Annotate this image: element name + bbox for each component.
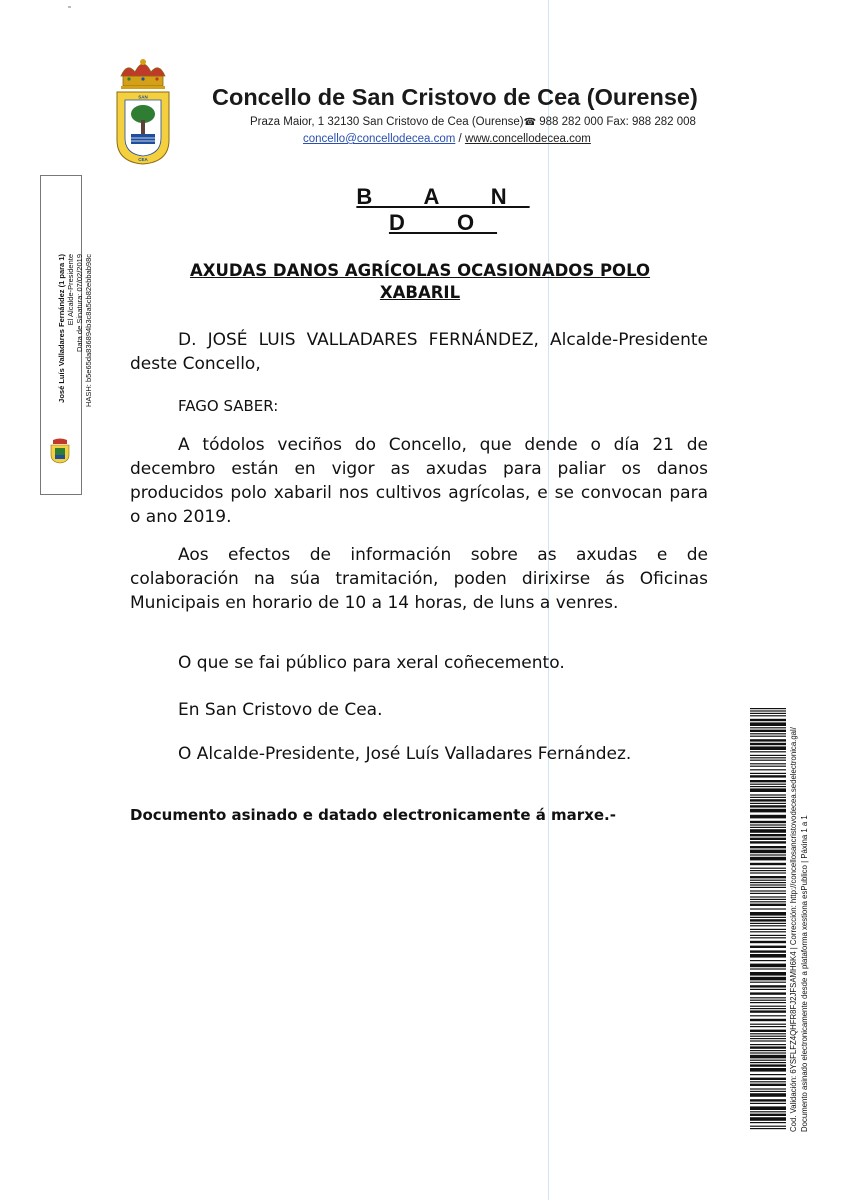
barcode-bar bbox=[750, 1002, 786, 1003]
barcode-bar bbox=[750, 857, 786, 861]
validation-platform: Documento asinado electronicamente desde a plataforma xestiona esPublico | Páxina 1 a 1 bbox=[800, 815, 809, 1132]
municipal-crest-icon bbox=[113, 58, 173, 166]
barcode-bar bbox=[750, 884, 786, 885]
barcode-bar bbox=[750, 1000, 786, 1001]
barcode-bar bbox=[750, 838, 786, 840]
barcode-bar bbox=[750, 1128, 786, 1129]
barcode-bar bbox=[750, 834, 786, 836]
signature-line: O Alcalde-Presidente, José Luís Valladares Fernández. bbox=[178, 744, 632, 764]
barcode-bar bbox=[750, 805, 786, 807]
signer-name: José Luís Valladares Fernández (1 para 1) bbox=[57, 254, 66, 403]
barcode-bar bbox=[750, 788, 786, 792]
barcode-bar bbox=[750, 931, 786, 932]
barcode-bar bbox=[750, 713, 786, 714]
barcode-bar bbox=[750, 757, 786, 758]
barcode-bar bbox=[750, 946, 786, 948]
barcode-bar bbox=[750, 901, 786, 902]
barcode-bar bbox=[750, 743, 786, 745]
barcode-bar bbox=[750, 773, 786, 774]
barcode-bar bbox=[750, 1008, 786, 1009]
barcode-bar bbox=[750, 950, 786, 952]
barcode-bar bbox=[750, 730, 786, 732]
document-title: B A N D O bbox=[356, 184, 530, 235]
validation-barcode bbox=[750, 708, 786, 1132]
barcode-bar bbox=[750, 1064, 786, 1066]
barcode-bar bbox=[750, 775, 786, 777]
barcode-bar bbox=[750, 937, 786, 938]
barcode-bar bbox=[750, 727, 786, 728]
barcode-bar bbox=[750, 766, 786, 767]
barcode-bar bbox=[750, 880, 786, 881]
barcode-bar bbox=[750, 890, 786, 891]
barcode-bar bbox=[750, 968, 786, 969]
closing-line-2: En San Cristovo de Cea. bbox=[178, 700, 383, 720]
barcode-bar bbox=[750, 919, 786, 921]
barcode-bar bbox=[750, 1091, 786, 1092]
barcode-bar bbox=[750, 1033, 786, 1034]
barcode-bar bbox=[750, 876, 786, 878]
barcode-bar bbox=[750, 863, 786, 865]
barcode-bar bbox=[750, 935, 786, 936]
barcode-bar bbox=[750, 784, 786, 785]
barcode-bar bbox=[750, 1030, 786, 1032]
barcode-bar bbox=[750, 841, 786, 843]
barcode-bar bbox=[750, 786, 786, 787]
barcode-bar bbox=[750, 746, 786, 750]
barcode-bar bbox=[750, 882, 786, 883]
barcode-bar bbox=[750, 736, 786, 737]
barcode-bar bbox=[750, 954, 786, 958]
barcode-bar bbox=[750, 763, 786, 764]
subject-line-1: AXUDAS DANOS AGRÍCOLAS OCASIONADOS POLO bbox=[189, 261, 651, 280]
phone-fax-text: 988 282 000 Fax: 988 282 008 bbox=[539, 116, 696, 128]
crest-bottom-label: CEA bbox=[138, 157, 148, 162]
intro-paragraph: D. JOSÉ LUIS VALLADARES FERNÁNDEZ, Alcalde-Presidente deste Concello, bbox=[130, 330, 708, 374]
barcode-bar bbox=[750, 1088, 786, 1089]
barcode-bar bbox=[750, 1106, 786, 1110]
validation-code: Cod. Validación: 6YSFLFZ4QHFR8FJ2JFSAMH6K4 | Corrección: http://concellosancristovodecea.sedelectronica.gal/ bbox=[789, 727, 798, 1132]
barcode-bar bbox=[750, 854, 786, 855]
barcode-bar bbox=[750, 751, 786, 752]
barcode-bar bbox=[750, 1052, 786, 1053]
barcode-bar bbox=[750, 803, 786, 804]
barcode-bar bbox=[750, 917, 786, 918]
barcode-bar bbox=[750, 899, 786, 900]
barcode-bar bbox=[750, 985, 786, 987]
barcode-bar bbox=[750, 960, 786, 961]
barcode-bar bbox=[750, 1055, 786, 1059]
barcode-bar bbox=[750, 923, 786, 924]
barcode-bar bbox=[750, 896, 786, 897]
barcode-bar bbox=[750, 827, 786, 828]
barcode-bar bbox=[750, 1019, 786, 1021]
document-subject bbox=[130, 260, 710, 304]
organization-contact bbox=[303, 133, 591, 145]
barcode-bar bbox=[750, 912, 786, 916]
barcode-bar bbox=[750, 710, 786, 711]
barcode-bar bbox=[750, 846, 786, 848]
barcode-bar bbox=[750, 1050, 786, 1051]
barcode-bar bbox=[750, 972, 786, 976]
scan-mark bbox=[68, 6, 71, 8]
barcode-bar bbox=[750, 1068, 786, 1072]
barcode-bar bbox=[750, 797, 786, 798]
barcode-bar bbox=[750, 977, 786, 981]
barcode-bar bbox=[750, 1111, 786, 1112]
barcode-bar bbox=[750, 1093, 786, 1097]
barcode-bar bbox=[750, 733, 786, 734]
barcode-bar bbox=[750, 715, 786, 716]
barcode-bar bbox=[750, 1062, 786, 1063]
barcode-bar bbox=[750, 1036, 786, 1037]
barcode-bar bbox=[750, 904, 786, 906]
telephone-icon: ☎ bbox=[523, 117, 537, 128]
barcode-bar bbox=[750, 799, 786, 801]
barcode-bar bbox=[750, 1044, 786, 1045]
website-link[interactable]: www.concellodecea.com bbox=[464, 133, 591, 145]
crest-top-label: SAN bbox=[138, 94, 148, 100]
closing-line-1: O que se fai público para xeral coñecemento. bbox=[178, 653, 565, 673]
barcode-bar bbox=[750, 929, 786, 930]
electronic-signature-note: Documento asinado e datado electronicamente á marxe.- bbox=[130, 806, 616, 824]
barcode-bar bbox=[750, 829, 786, 833]
barcode-bar bbox=[750, 794, 786, 795]
signature-hash: HASH: b5e65da836894b3c8a5cb82ebbab98c bbox=[84, 254, 93, 408]
barcode-bar bbox=[750, 1081, 786, 1082]
organization-name: Concello de San Cristovo de Cea (Ourense) bbox=[212, 84, 698, 110]
barcode-bar bbox=[750, 1015, 786, 1016]
body-paragraph-1: A tódolos veciños do Concello, que dende o día 21 de decembro están en vigor as axudas para paliar os danos producidos polo xabaril nos cultivos agrícolas, e se convocan para o ano 2019. bbox=[130, 435, 708, 527]
address-text: Praza Maior, 1 32130 San Cristovo de Cea (Ourense) bbox=[250, 116, 524, 128]
barcode-bar bbox=[750, 1038, 786, 1039]
barcode-bar bbox=[750, 908, 786, 909]
barcode-bar bbox=[750, 809, 786, 813]
barcode-bar bbox=[750, 887, 786, 888]
barcode-bar bbox=[750, 997, 786, 998]
barcode-bar bbox=[750, 739, 786, 741]
barcode-bar bbox=[750, 755, 786, 756]
fago-saber-heading: FAGO SABER: bbox=[178, 397, 279, 415]
barcode-bar bbox=[750, 1060, 786, 1061]
barcode-bar bbox=[750, 850, 786, 854]
barcode-bar bbox=[750, 1026, 786, 1027]
barcode-bar bbox=[750, 941, 786, 943]
barcode-bar bbox=[750, 1126, 786, 1127]
small-crest-icon bbox=[49, 438, 71, 464]
barcode-bar bbox=[750, 815, 786, 819]
barcode-bar bbox=[750, 708, 786, 709]
barcode-bar bbox=[750, 1114, 786, 1116]
barcode-bar bbox=[750, 824, 786, 825]
subject-line-2: XABARIL bbox=[379, 283, 461, 302]
barcode-bar bbox=[750, 893, 786, 894]
email-link[interactable]: concello@concellodecea.com bbox=[303, 133, 456, 145]
barcode-bar bbox=[750, 1078, 786, 1080]
barcode-bar bbox=[750, 1084, 786, 1086]
barcode-bar bbox=[750, 722, 786, 726]
barcode-bar bbox=[750, 925, 786, 926]
barcode-bar bbox=[750, 780, 786, 782]
barcode-bar bbox=[750, 1024, 786, 1025]
barcode-bar bbox=[750, 872, 786, 873]
barcode-bar bbox=[750, 821, 786, 823]
barcode-bar bbox=[750, 989, 786, 990]
signature-date: Data de Sinatura: 07/02/2019 bbox=[75, 254, 84, 352]
barcode-bar bbox=[750, 1040, 786, 1041]
barcode-bar bbox=[750, 1103, 786, 1104]
barcode-bar bbox=[750, 992, 786, 994]
barcode-bar bbox=[750, 1117, 786, 1121]
barcode-bar bbox=[750, 1046, 786, 1048]
barcode-bar bbox=[750, 719, 786, 721]
barcode-bar bbox=[750, 1122, 786, 1123]
barcode-bar bbox=[750, 1010, 786, 1012]
barcode-bar bbox=[750, 982, 786, 983]
barcode-bar bbox=[750, 870, 786, 871]
barcode-bar bbox=[750, 760, 786, 761]
barcode-bar bbox=[750, 769, 786, 770]
barcode-bar bbox=[750, 1006, 786, 1007]
barcode-bar bbox=[750, 868, 786, 869]
electronic-signature-box bbox=[40, 175, 93, 495]
signer-role: El Alcalde-Presidente bbox=[66, 254, 75, 326]
barcode-bar bbox=[750, 1074, 786, 1075]
barcode-bar bbox=[750, 1099, 786, 1101]
contact-separator: / bbox=[458, 133, 462, 145]
barcode-bar bbox=[750, 964, 786, 968]
organization-address bbox=[250, 116, 710, 128]
body-paragraph-2: Aos efectos de información sobre as axudas e de colaboración na súa tramitación, poden dirixirse ás Oficinas Municipais en horario de 10 a 14 horas, de luns a venres. bbox=[130, 545, 708, 613]
